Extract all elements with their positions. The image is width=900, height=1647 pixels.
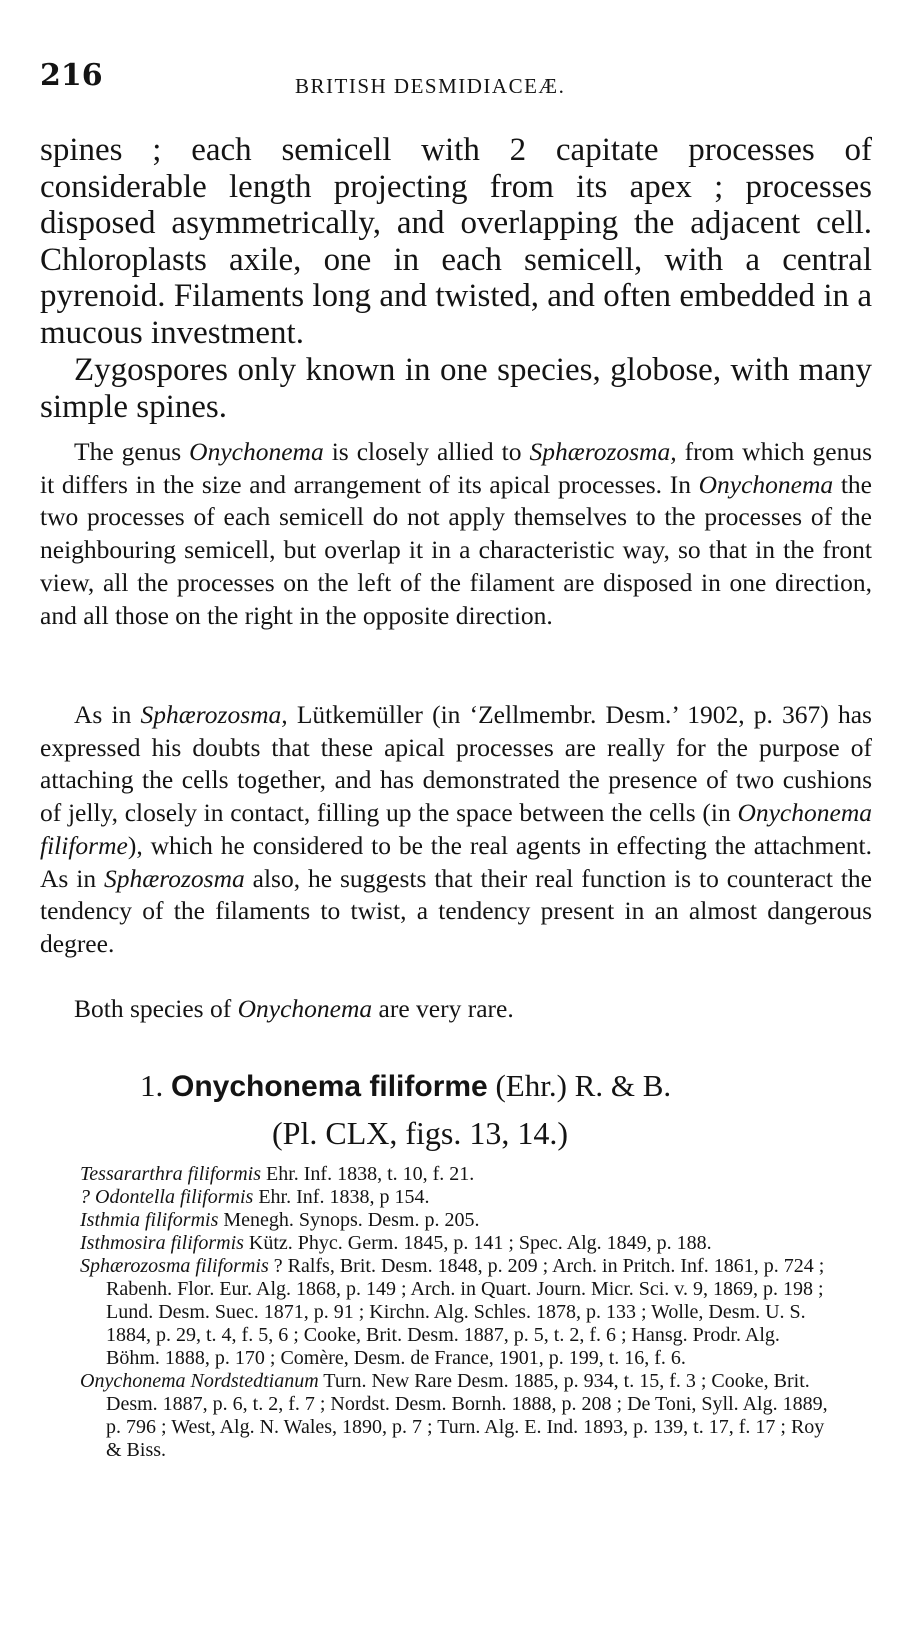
plate-reference: (Pl. CLX, figs. 13, 14.) [272, 1115, 568, 1151]
genus-description: spines ; each semicell with 2 capitate processes of considerable length projecting from its apex ; processes disposed asymmetrically, and overlapping the adjacent cell. Chloroplasts axile, one in each semicell, with a central pyrenoid. Filaments long and twisted, and often embedded in a mucous investment. [40, 132, 872, 351]
synonymy-list [80, 1163, 836, 1462]
zygospores-paragraph: Zygospores only known in one species, globose, with many simple spines. [40, 352, 872, 425]
species-name: Onychonema filiforme [171, 1070, 488, 1103]
comparison-paragraph: The genus Onychonema is closely allied to Sphærozosma, from which genus it differs in the size and arrangement of its apical processes. In Onychonema the two processes of each semicell do not apply themselves to the processes of the neighbouring semicell, but overlap it in a characteristic way, so that in the front view, all the processes on the left of the filament are disposed in one direction, and all those on the right in the opposite direction. [40, 437, 872, 630]
running-title: BRITISH DESMIDIACEÆ. [295, 74, 566, 98]
species-authority: (Ehr.) R. & B. [495, 1068, 672, 1103]
rarity-paragraph: Both species of Onychonema are very rare. [74, 994, 514, 1023]
synonym-entry: Sphærozosma filiformis ? Ralfs, Brit. Desm. 1848, p. 209 ; Arch. in Pritch. Inf. 1861, p. 724 ; Rabenh. Flor. Eur. Alg. 1868, p. 149 ; Arch. in Quart. Journ. Micr. Sci. v. 9, 1869, p. 198 ; Lund. Desm. Suec. 1871, p. 91 ; Kirchn. Alg. Schles. 1878, p. 133 ; Wolle, Desm. U. S. 1884, p. 29, t. 4, f. 5, 6 ; Cooke, Brit. Desm. 1887, p. 5, t. 2, f. 6 ; Hansg. Prodr. Alg. Böhm. 1888, p. 170 ; Comère, Desm. de France, 1901, p. 199, t. 16, f. 6. [80, 1255, 825, 1369]
function-paragraph: As in Sphærozosma, Lütkemüller (in ‘Zellmembr. Desm.’ 1902, p. 367) has expressed his doubts that these apical processes are really for the purpose of attaching the cells together, and has demonstrated the presence of two cushions of jelly, closely in contact, filling up the space between the cells (in Onychonema filiforme), which he considered to be the real agents in effecting the attachment. As in Sphærozosma also, he suggests that their real function is to counteract the tendency of the filaments to twist, a tendency present in an almost dangerous degree. [40, 700, 872, 958]
species-heading [140, 1068, 671, 1104]
synonym-entry: Isthmosira filiformis Kütz. Phyc. Germ. 1845, p. 141 ; Spec. Alg. 1849, p. 188. [80, 1232, 712, 1254]
synonym-entry: Onychonema Nordstedtianum Turn. New Rare Desm. 1885, p. 934, t. 15, f. 3 ; Cooke, Brit. Desm. 1887, p. 6, t. 2, f. 7 ; Nordst. Desm. Bornh. 1888, p. 208 ; De Toni, Syll. Alg. 1889, p. 796 ; West, Alg. N. Wales, 1890, p. 7 ; Turn. Alg. E. Ind. 1893, p. 139, t. 17, f. 17 ; Roy & Biss. [80, 1370, 828, 1461]
synonym-entry: ? Odontella filiformis Ehr. Inf. 1838, p 154. [80, 1186, 430, 1208]
species-number: 1. [140, 1068, 164, 1103]
synonym-entry: Tessararthra filiformis Ehr. Inf. 1838, t. 10, f. 21. [80, 1163, 475, 1185]
page-number: 216 [40, 58, 103, 93]
synonym-entry: Isthmia filiformis Menegh. Synops. Desm. p. 205. [80, 1209, 480, 1231]
page-header [40, 58, 870, 98]
